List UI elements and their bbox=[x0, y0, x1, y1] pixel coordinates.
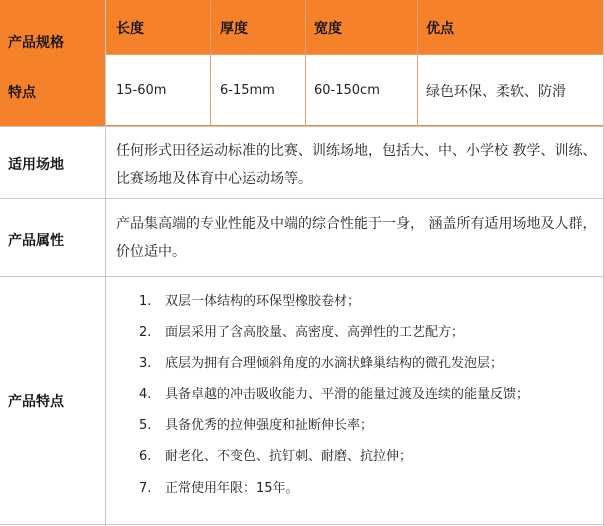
column-header-thickness: 厚度 bbox=[220, 21, 248, 37]
row-divider bbox=[0, 126, 604, 127]
spec-label: 产品规格 bbox=[8, 35, 64, 51]
property-line-2: 价位适中。 bbox=[116, 244, 186, 260]
feature-item bbox=[139, 321, 464, 340]
feature-number: 5. bbox=[139, 418, 152, 433]
feature-text: 正常使用年限：15年。 bbox=[165, 481, 299, 496]
feature-text: 耐老化、不变色、抗钉刺、耐磨、抗拉伸； bbox=[165, 449, 413, 464]
features-label: 特点 bbox=[8, 85, 36, 101]
row-divider bbox=[0, 524, 604, 525]
row-divider bbox=[0, 276, 604, 277]
feature-number: 2. bbox=[139, 325, 152, 340]
value-thickness: 6-15mm bbox=[220, 83, 275, 98]
venue-line-1: 任何形式田径运动标准的比赛、训练场地，包括大、中、小学校 教学、训练、 bbox=[116, 143, 597, 159]
feature-number: 1. bbox=[139, 294, 152, 309]
feature-item bbox=[139, 290, 360, 309]
features-row-label: 产品特点 bbox=[8, 394, 64, 410]
feature-item bbox=[139, 383, 529, 402]
feature-number: 4. bbox=[139, 387, 152, 402]
col-divider bbox=[210, 0, 211, 126]
feature-text: 双层一体结构的环保型橡胶卷材； bbox=[165, 294, 361, 309]
col-divider bbox=[305, 0, 306, 126]
venue-line-2: 比赛场地及体育中心运动场等。 bbox=[116, 171, 312, 187]
column-header-advantages: 优点 bbox=[426, 21, 454, 37]
feature-item bbox=[139, 414, 373, 433]
property-label: 产品属性 bbox=[8, 233, 64, 249]
feature-item bbox=[139, 477, 299, 496]
column-header-width: 宽度 bbox=[314, 21, 342, 37]
feature-number: 7. bbox=[139, 481, 152, 496]
row-divider bbox=[0, 198, 604, 199]
feature-item bbox=[139, 445, 412, 464]
feature-item bbox=[139, 352, 503, 371]
value-width: 60-150cm bbox=[314, 83, 380, 98]
col-divider bbox=[417, 0, 418, 126]
value-advantages: 绿色环保、柔软、防滑 bbox=[426, 84, 566, 100]
feature-text: 面层采用了含高胶量、高密度、高弹性的工艺配方； bbox=[165, 325, 465, 340]
row-divider bbox=[105, 54, 604, 55]
feature-number: 6. bbox=[139, 449, 152, 464]
column-header-length: 长度 bbox=[116, 21, 144, 37]
property-line-1: 产品集高端的专业性能及中端的综合性能于一身， 涵盖所有适用场地及人群， bbox=[116, 216, 597, 232]
feature-text: 底层为拥有合理倾斜角度的水滴状蜂巢结构的微孔发泡层； bbox=[165, 356, 504, 371]
venue-label: 适用场地 bbox=[8, 157, 64, 173]
feature-text: 具备优秀的拉伸强度和扯断伸长率； bbox=[165, 418, 374, 433]
col-divider bbox=[105, 0, 106, 526]
feature-text: 具备卓越的冲击吸收能力、平滑的能量过渡及连续的能量反馈； bbox=[165, 387, 530, 402]
feature-number: 3. bbox=[139, 356, 152, 371]
value-length: 15-60m bbox=[116, 83, 167, 98]
